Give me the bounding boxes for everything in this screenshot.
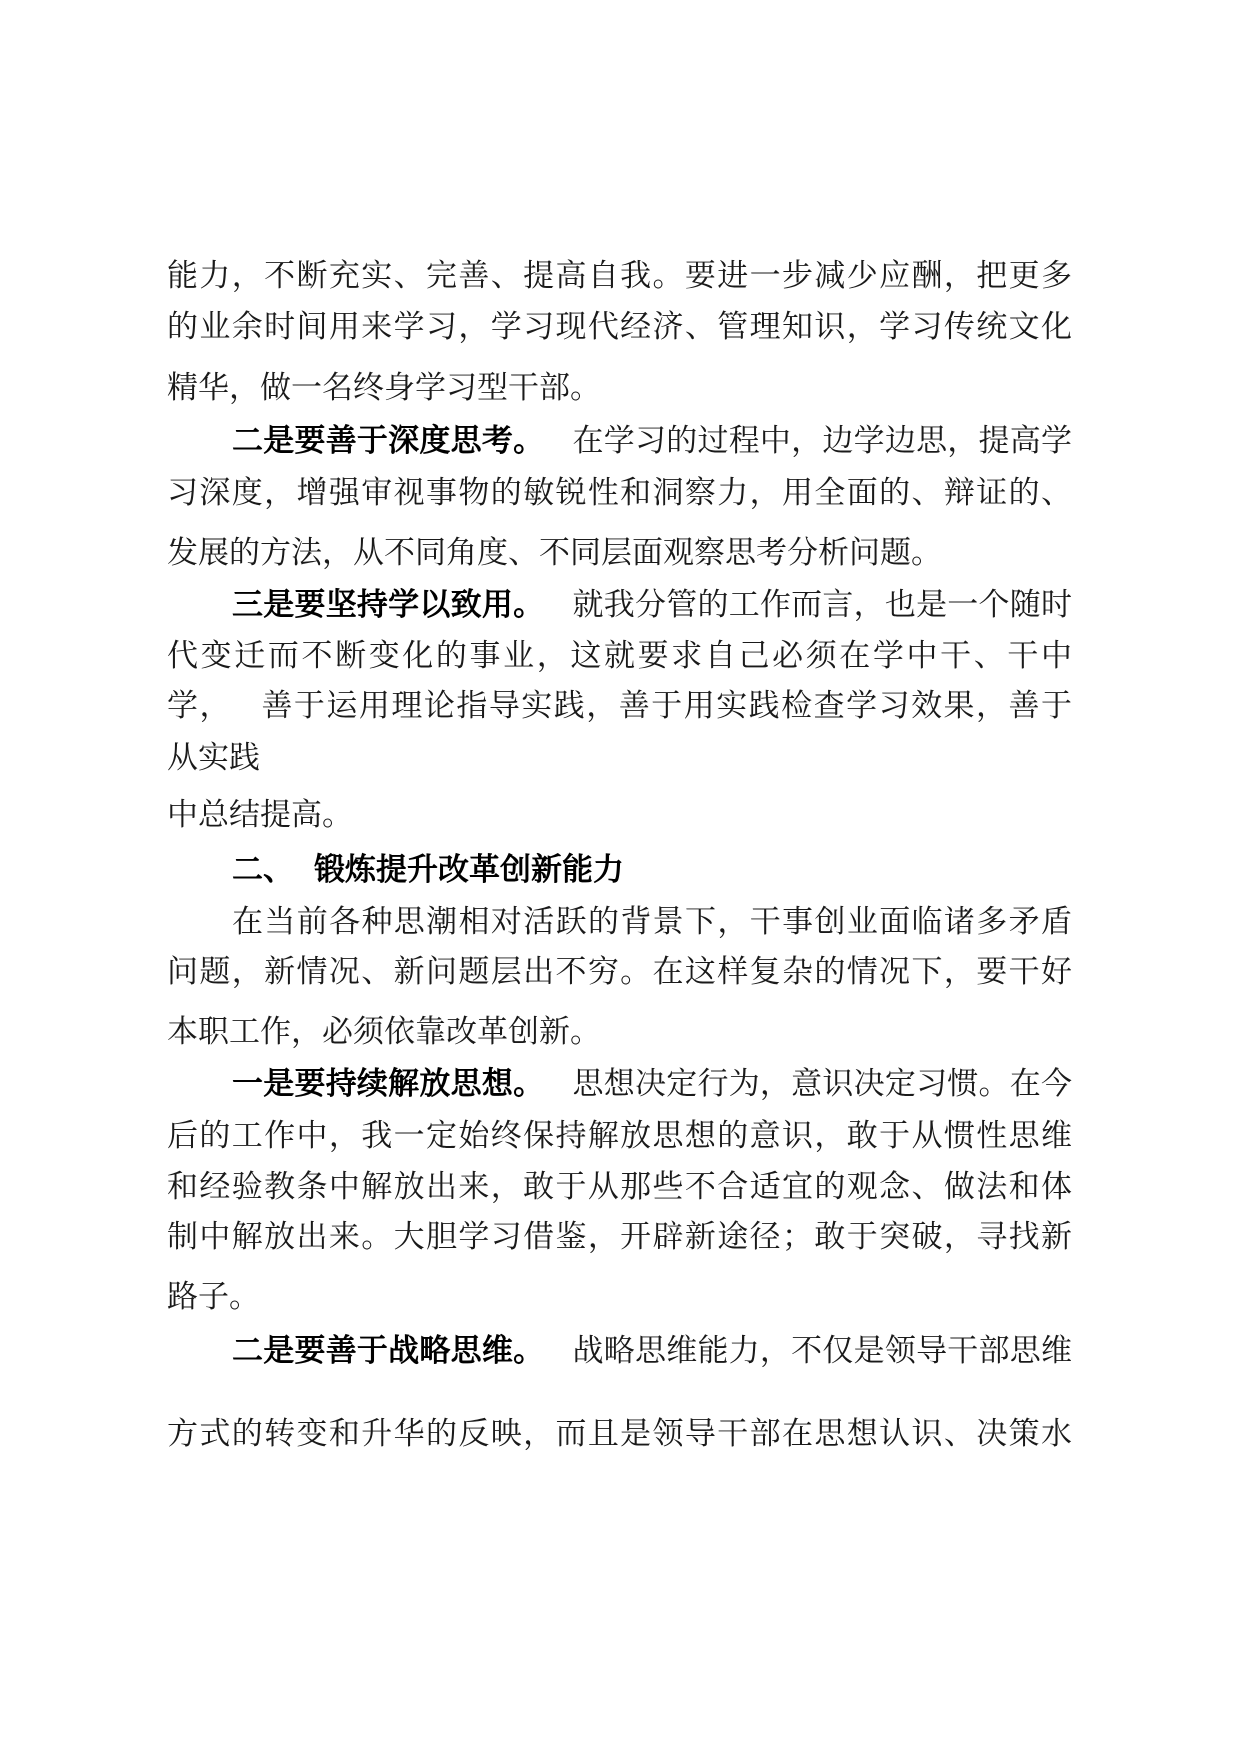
paragraph-line: 在当前各种思潮相对活跃的背景下，干事创业面临诸多矛盾 <box>232 904 1072 940</box>
paragraph-text: 善于运用理论指导实践，善于用实践检查学习效果，善于 <box>259 688 1073 724</box>
paragraph-line <box>232 1064 1072 1104</box>
paragraph-text: 就我分管的工作而言，也是一个随时 <box>572 587 1073 623</box>
paragraph-line <box>167 686 1072 726</box>
paragraph-lead: 三是要坚持学以致用。 <box>232 587 545 623</box>
paragraph-line <box>232 421 1072 461</box>
paragraph-line: 制中解放出来。大胆学习借鉴，开辟新途径；敢于突破，寻找新 <box>167 1219 1072 1255</box>
section-heading <box>232 850 1137 890</box>
paragraph-line: 本职工作，必须依靠改革创新。 <box>167 1014 601 1050</box>
paragraph-text: 思想决定行为，意识决定习惯。在今 <box>572 1066 1073 1102</box>
paragraph-text: 战略思维能力，不仅是领导干部思维 <box>572 1333 1073 1369</box>
paragraph-line: 从实践 <box>167 740 260 776</box>
paragraph-text: 学， <box>167 688 232 724</box>
section-title: 锻炼提升改革创新能力 <box>314 852 624 888</box>
paragraph-line <box>232 585 1072 625</box>
paragraph-lead: 二是要善于深度思考。 <box>232 423 545 459</box>
paragraph-line: 代变迁而不断变化的事业，这就要求自己必须在学中干、干中 <box>167 638 1072 674</box>
paragraph-line: 能力，不断充实、完善、提高自我。要进一步减少应酬，把更多 <box>167 258 1072 294</box>
paragraph-line: 精华，做一名终身学习型干部。 <box>167 370 601 406</box>
paragraph-line: 发展的方法，从不同角度、不同层面观察思考分析问题。 <box>167 535 942 571</box>
section-number: 二、 <box>232 852 294 888</box>
paragraph-line: 和经验教条中解放出来，敢于从那些不合适宜的观念、做法和体 <box>167 1169 1072 1205</box>
paragraph-lead: 一是要持续解放思想。 <box>232 1066 545 1102</box>
paragraph-line: 方式的转变和升华的反映，而且是领导干部在思想认识、决策水 <box>167 1416 1072 1452</box>
paragraph-text: 在学习的过程中，边学边思，提高学 <box>572 423 1073 459</box>
paragraph-line <box>232 1331 1072 1371</box>
paragraph-line: 后的工作中，我一定始终保持解放思想的意识，敢于从惯性思维 <box>167 1118 1072 1154</box>
paragraph-line: 中总结提高。 <box>167 797 353 833</box>
paragraph-line: 的业余时间用来学习，学习现代经济、管理知识，学习传统文化 <box>167 309 1072 345</box>
paragraph-line: 习深度，增强审视事物的敏锐性和洞察力，用全面的、辩证的、 <box>167 475 1072 511</box>
paragraph-line: 问题，新情况、新问题层出不穷。在这样复杂的情况下，要干好 <box>167 954 1072 990</box>
paragraph-lead: 二是要善于战略思维。 <box>232 1333 545 1369</box>
paragraph-line: 路子。 <box>167 1279 260 1315</box>
